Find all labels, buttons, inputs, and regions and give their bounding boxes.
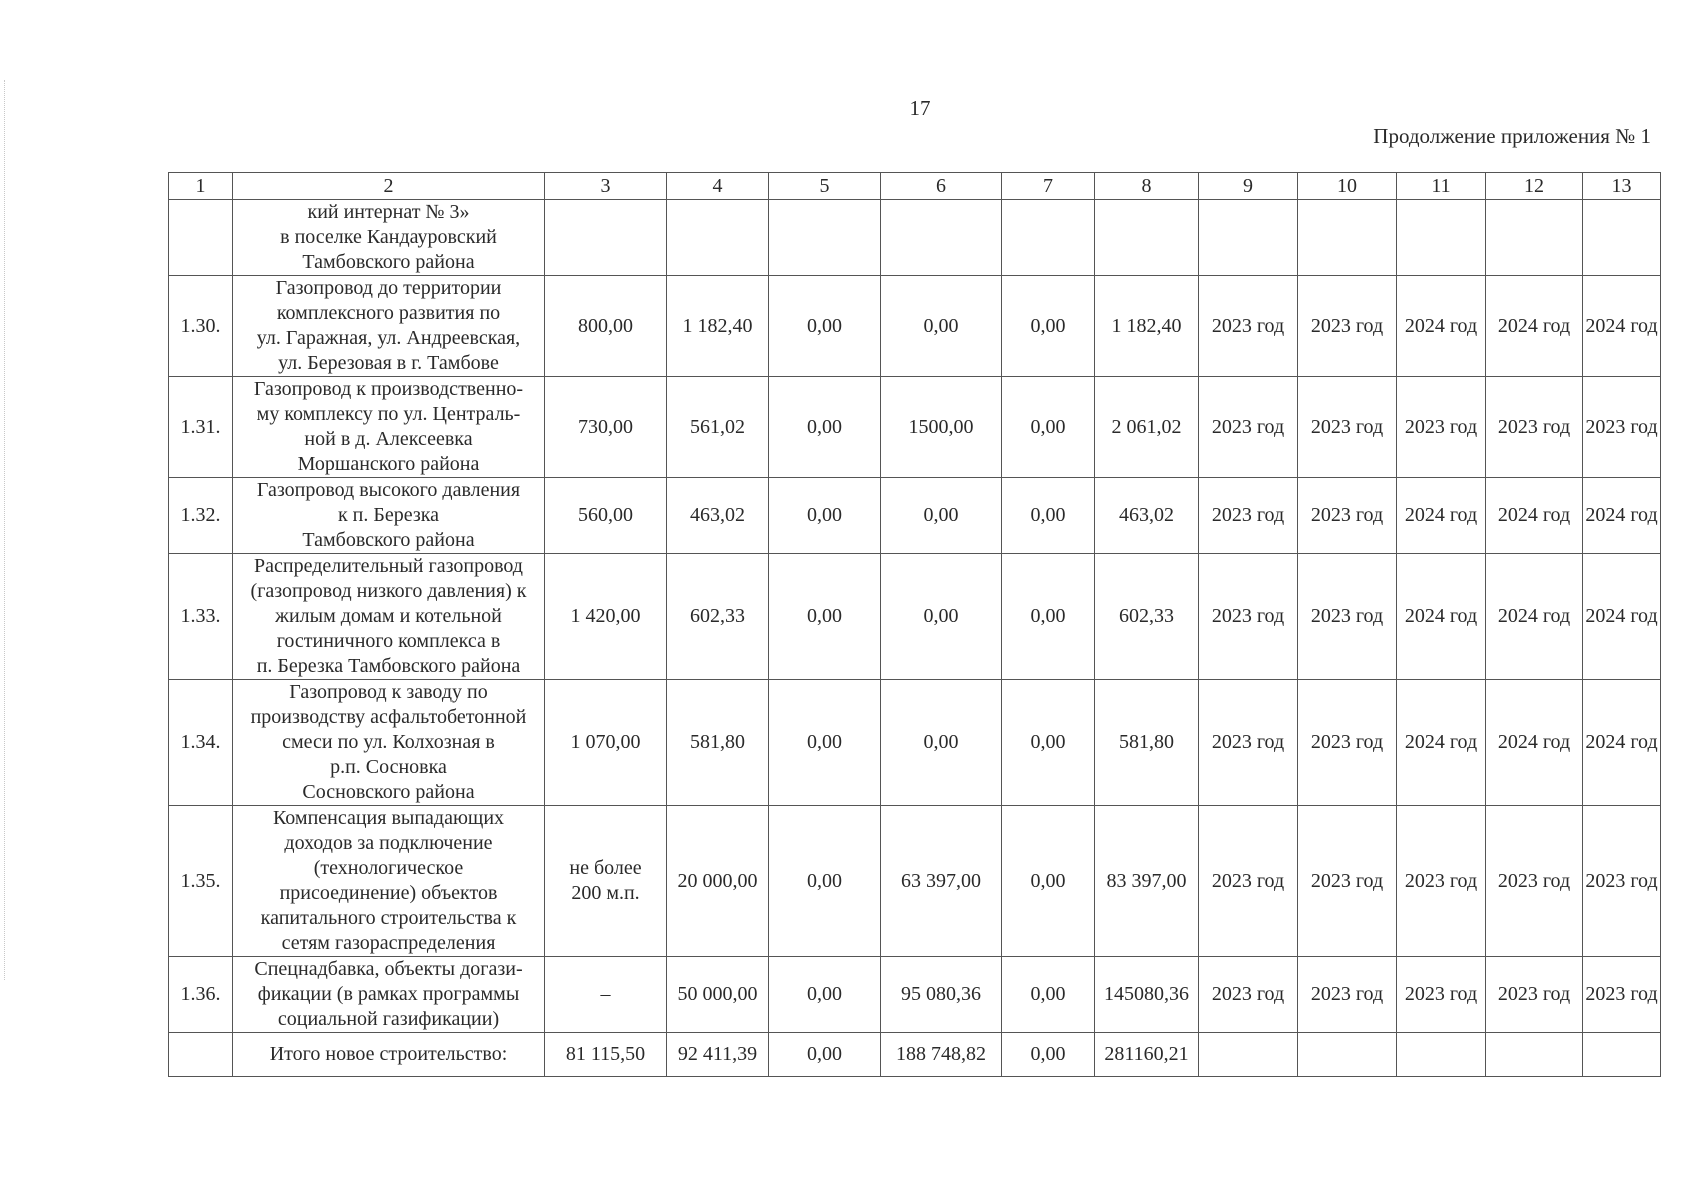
capacity-cell — [545, 806, 667, 957]
amount-cell-c4: 20 000,00 — [667, 806, 769, 957]
table-row — [169, 554, 1661, 680]
row-number-cell: 1.33. — [169, 554, 233, 680]
year-cell: 2023 год — [1397, 806, 1486, 957]
amount-cell-c7: 0,00 — [1002, 276, 1095, 377]
header-cell: 9 — [1199, 173, 1298, 200]
investment-program-table — [168, 172, 1661, 1077]
cell-line: Газопровод до территории — [275, 277, 502, 299]
cell-line: смеси по ул. Колхозная в — [282, 731, 495, 753]
header-cell: 7 — [1002, 173, 1095, 200]
table-row — [169, 377, 1661, 478]
amount-cell-c6: 188 748,82 — [881, 1033, 1002, 1077]
cell-line: Газопровод высокого давления — [256, 479, 521, 501]
year-cell — [1486, 1033, 1583, 1077]
cell-line: присоединение) объектов — [279, 882, 498, 904]
header-cell: 1 — [169, 173, 233, 200]
year-cell: 2024 год — [1583, 276, 1661, 377]
year-cell: 2023 год — [1486, 806, 1583, 957]
year-cell: 2023 год — [1298, 377, 1397, 478]
amount-cell-c8 — [1095, 200, 1199, 276]
cell-line: 1 070,00 — [570, 731, 641, 753]
year-cell: 2024 год — [1583, 554, 1661, 680]
cell-line: Газопровод к производственно- — [253, 378, 524, 400]
year-cell: 2023 год — [1199, 957, 1298, 1033]
amount-cell-c7: 0,00 — [1002, 478, 1095, 554]
year-cell: 2024 год — [1486, 276, 1583, 377]
cell-line: Газопровод к заводу по — [289, 681, 488, 703]
amount-cell-c6: 0,00 — [881, 276, 1002, 377]
cell-line: (газопровод низкого давления) к — [250, 580, 527, 602]
year-cell: 2024 год — [1486, 680, 1583, 806]
cell-line: в поселке Кандауровский — [280, 226, 497, 248]
cell-line: Тамбовского района — [302, 529, 475, 551]
capacity-cell — [545, 200, 667, 276]
year-cell — [1199, 1033, 1298, 1077]
year-cell — [1397, 1033, 1486, 1077]
year-cell: 2023 год — [1199, 680, 1298, 806]
year-cell: 2023 год — [1298, 680, 1397, 806]
cell-line: фикации (в рамках программы — [257, 983, 520, 1005]
year-cell: 2023 год — [1486, 957, 1583, 1033]
year-cell — [1199, 200, 1298, 276]
amount-cell-c6: 0,00 — [881, 680, 1002, 806]
amount-cell-c7 — [1002, 200, 1095, 276]
year-cell: 2023 год — [1298, 554, 1397, 680]
cell-line: 800,00 — [578, 314, 633, 337]
amount-cell-c8: 463,02 — [1095, 478, 1199, 554]
capacity-cell — [545, 478, 667, 554]
year-cell: 2024 год — [1397, 478, 1486, 554]
cell-line: му комплексу по ул. Централь- — [256, 403, 521, 425]
cell-line: жилым домам и котельной — [275, 605, 502, 627]
cell-line: не более — [569, 857, 642, 879]
table-row — [169, 806, 1661, 957]
amount-cell-c8: 145080,36 — [1095, 957, 1199, 1033]
row-number-cell: 1.35. — [169, 806, 233, 957]
cell-line: – — [600, 983, 611, 1005]
capacity-cell — [545, 276, 667, 377]
cell-line: капитального строительства к — [260, 907, 517, 929]
header-cell: 13 — [1583, 173, 1661, 200]
cell-line: ной в д. Алексеевка — [304, 428, 473, 450]
amount-cell-c7: 0,00 — [1002, 1033, 1095, 1077]
table-row — [169, 478, 1661, 554]
year-cell: 2023 год — [1199, 806, 1298, 957]
amount-cell-c4: 463,02 — [667, 478, 769, 554]
amount-cell-c8: 83 397,00 — [1095, 806, 1199, 957]
header-cell: 5 — [769, 173, 881, 200]
row-number-cell: 1.36. — [169, 957, 233, 1033]
amount-cell-c4: 561,02 — [667, 377, 769, 478]
amount-cell-c7: 0,00 — [1002, 377, 1095, 478]
cell-line: Компенсация выпадающих — [272, 807, 505, 829]
amount-cell-c5: 0,00 — [769, 806, 881, 957]
row-number-cell: 1.32. — [169, 478, 233, 554]
cell-line: Сосновского района — [302, 781, 475, 803]
header-cell: 2 — [233, 173, 545, 200]
scan-edge-dots — [4, 80, 7, 980]
cell-line: Итого новое строительство: — [269, 1043, 508, 1065]
table-row — [169, 680, 1661, 806]
header-cell: 12 — [1486, 173, 1583, 200]
cell-line: гостиничного комплекса в — [276, 630, 501, 652]
header-cell: 6 — [881, 173, 1002, 200]
object-name-cell — [233, 957, 545, 1033]
year-cell: 2024 год — [1397, 276, 1486, 377]
year-cell: 2023 год — [1583, 957, 1661, 1033]
year-cell: 2024 год — [1486, 554, 1583, 680]
amount-cell-c7: 0,00 — [1002, 806, 1095, 957]
year-cell: 2023 год — [1298, 806, 1397, 957]
amount-cell-c4: 602,33 — [667, 554, 769, 680]
year-cell: 2023 год — [1199, 554, 1298, 680]
cell-line: р.п. Сосновка — [330, 756, 447, 778]
amount-cell-c6: 63 397,00 — [881, 806, 1002, 957]
table-row — [169, 200, 1661, 276]
amount-cell-c6: 0,00 — [881, 478, 1002, 554]
year-cell: 2023 год — [1397, 957, 1486, 1033]
cell-line: социальной газификации) — [277, 1008, 500, 1030]
amount-cell-c8: 581,80 — [1095, 680, 1199, 806]
header-cell: 8 — [1095, 173, 1199, 200]
amount-cell-c6: 0,00 — [881, 554, 1002, 680]
amount-cell-c4: 50 000,00 — [667, 957, 769, 1033]
year-cell: 2023 год — [1199, 377, 1298, 478]
capacity-cell — [545, 554, 667, 680]
table-row — [169, 1033, 1661, 1077]
year-cell — [1298, 200, 1397, 276]
object-name-cell — [233, 478, 545, 554]
cell-line: доходов за подключение — [284, 832, 493, 854]
object-name-cell — [233, 1033, 545, 1077]
year-cell: 2024 год — [1397, 680, 1486, 806]
cell-line: комплексного развития по — [276, 302, 501, 324]
row-number-cell — [169, 1033, 233, 1077]
year-cell: 2024 год — [1583, 478, 1661, 554]
amount-cell-c8: 281160,21 — [1095, 1033, 1199, 1077]
year-cell: 2023 год — [1199, 478, 1298, 554]
amount-cell-c5 — [769, 200, 881, 276]
header-cell: 10 — [1298, 173, 1397, 200]
cell-line: ул. Березовая в г. Тамбове — [278, 352, 499, 374]
cell-line: кий интернат № 3» — [307, 201, 470, 223]
capacity-cell — [545, 1033, 667, 1077]
amount-cell-c6: 1500,00 — [881, 377, 1002, 478]
amount-cell-c5: 0,00 — [769, 957, 881, 1033]
year-cell: 2024 год — [1583, 680, 1661, 806]
year-cell — [1486, 200, 1583, 276]
cell-line: производству асфальтобетонной — [250, 706, 527, 728]
cell-line: Моршанского района — [297, 453, 480, 475]
year-cell: 2023 год — [1298, 478, 1397, 554]
amount-cell-c5: 0,00 — [769, 377, 881, 478]
header-cell: 3 — [545, 173, 667, 200]
year-cell: 2023 год — [1199, 276, 1298, 377]
year-cell — [1298, 1033, 1397, 1077]
year-cell: 2023 год — [1397, 377, 1486, 478]
cell-line: 200 м.п. — [571, 882, 640, 904]
cell-line: 81 115,50 — [565, 1043, 646, 1065]
cell-line: ул. Гаражная, ул. Андреевская, — [256, 327, 521, 349]
cell-line: Тамбовского района — [302, 251, 475, 273]
page-number: 17 — [909, 96, 931, 120]
cell-line: сетям газораспределения — [281, 932, 496, 954]
capacity-cell — [545, 377, 667, 478]
object-name-cell — [233, 377, 545, 478]
year-cell: 2024 год — [1486, 478, 1583, 554]
amount-cell-c4 — [667, 200, 769, 276]
header-row — [169, 173, 1661, 200]
year-cell: 2023 год — [1486, 377, 1583, 478]
capacity-cell — [545, 680, 667, 806]
year-cell: 2023 год — [1298, 276, 1397, 377]
year-cell — [1397, 200, 1486, 276]
year-cell — [1583, 200, 1661, 276]
cell-line: Спецнадбавка, объекты догази- — [254, 958, 523, 980]
header-cell: 4 — [667, 173, 769, 200]
amount-cell-c7: 0,00 — [1002, 957, 1095, 1033]
header-cell: 11 — [1397, 173, 1486, 200]
cell-line: 560,00 — [578, 504, 633, 526]
year-cell: 2023 год — [1583, 377, 1661, 478]
amount-cell-c4: 1 182,40 — [667, 276, 769, 377]
cell-line: 1 420,00 — [570, 605, 641, 627]
amount-cell-c4: 92 411,39 — [667, 1033, 769, 1077]
row-number-cell: 1.31. — [169, 377, 233, 478]
year-cell — [1583, 1033, 1661, 1077]
amount-cell-c7: 0,00 — [1002, 680, 1095, 806]
amount-cell-c8: 602,33 — [1095, 554, 1199, 680]
amount-cell-c5: 0,00 — [769, 1033, 881, 1077]
table-row — [169, 276, 1661, 377]
continuation-label: Продолжение приложения № 1 — [1373, 124, 1651, 148]
cell-line: (технологическое — [313, 857, 464, 879]
year-cell: 2023 год — [1298, 957, 1397, 1033]
year-cell: 2023 год — [1583, 806, 1661, 957]
capacity-cell — [545, 957, 667, 1033]
object-name-cell — [233, 200, 545, 276]
object-name-cell — [233, 806, 545, 957]
object-name-cell — [233, 680, 545, 806]
amount-cell-c5: 0,00 — [769, 554, 881, 680]
table-row — [169, 957, 1661, 1033]
object-name-cell — [233, 554, 545, 680]
year-cell: 2024 год — [1397, 554, 1486, 680]
amount-cell-c5: 0,00 — [769, 680, 881, 806]
amount-cell-c8: 1 182,40 — [1095, 276, 1199, 377]
amount-cell-c5: 0,00 — [769, 276, 881, 377]
cell-line: п. Березка Тамбовского района — [256, 655, 521, 677]
table-body — [169, 173, 1661, 1077]
object-name-cell — [233, 276, 545, 377]
row-number-cell: 1.34. — [169, 680, 233, 806]
row-number-cell — [169, 200, 233, 276]
amount-cell-c5: 0,00 — [769, 478, 881, 554]
cell-line: 730,00 — [578, 415, 633, 438]
cell-line: к п. Березка — [337, 504, 440, 526]
amount-cell-c6 — [881, 200, 1002, 276]
row-number-cell: 1.30. — [169, 276, 233, 377]
amount-cell-c6: 95 080,36 — [881, 957, 1002, 1033]
amount-cell-c4: 581,80 — [667, 680, 769, 806]
amount-cell-c7: 0,00 — [1002, 554, 1095, 680]
cell-line: Распределительный газопровод — [254, 555, 523, 577]
amount-cell-c8: 2 061,02 — [1095, 377, 1199, 478]
